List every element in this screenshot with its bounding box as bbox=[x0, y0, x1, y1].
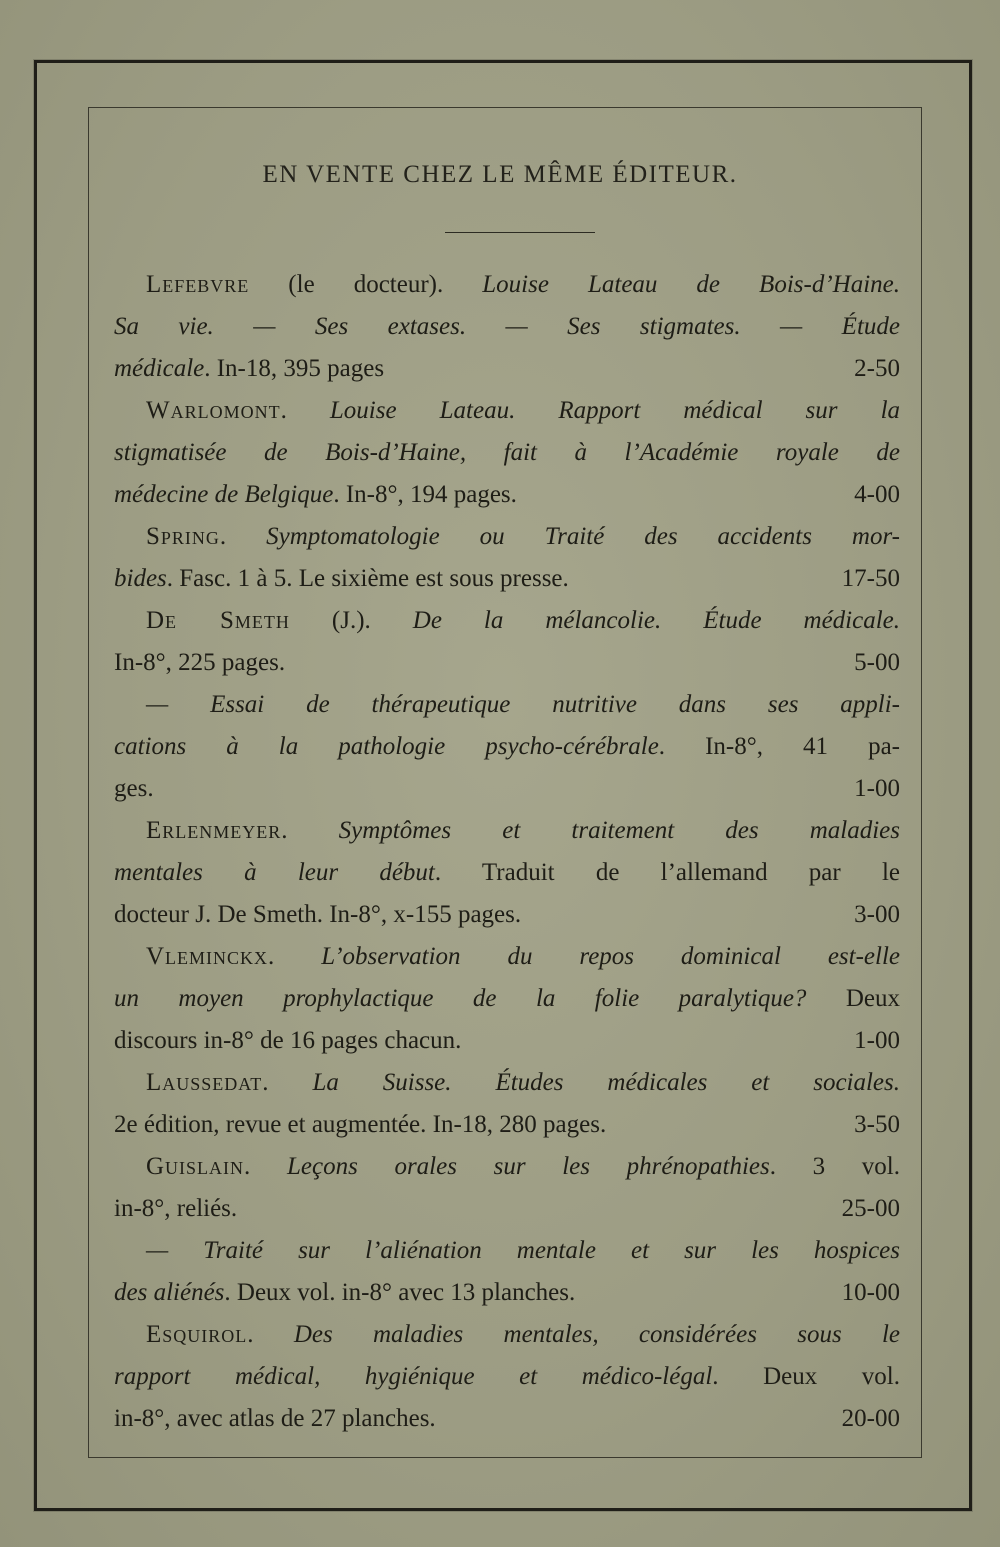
price: 1-00 bbox=[854, 775, 900, 802]
book-title: Symptômes et traitement des maladies bbox=[338, 817, 901, 844]
list-item: Guislain. Leçons orales sur les phrénopathies. 3 vol. in-8°, reliés. 25-00 bbox=[114, 1146, 900, 1230]
price: 2-50 bbox=[854, 355, 900, 382]
list-item: Warlomont. Louise Lateau. Rapport médical sur la stigmatisée de Bois-d’Haine, fait à l’Académie royale de médecine de Belgique. In-8°, 194 pages. 4-00 bbox=[114, 390, 900, 516]
page-title: EN VENTE CHEZ LE MÊME ÉDITEUR. bbox=[262, 161, 738, 188]
author-name: De Smeth bbox=[146, 607, 290, 634]
list-item: Erlenmeyer. Symptômes et traitement des maladies mentales à leur début. Traduit de l’allemand par le docteur J. De Smeth. In-8°, x-155 pages. 3-00 bbox=[114, 810, 900, 936]
book-title: De la mélancolie. Étude médicale. bbox=[412, 607, 901, 634]
price: 25-00 bbox=[841, 1195, 900, 1222]
book-title: Des maladies mentales, considérées sous le bbox=[293, 1321, 900, 1348]
author-name: Laussedat bbox=[146, 1069, 263, 1096]
book-title: Louise Lateau. Rapport médical sur la bbox=[329, 397, 901, 424]
book-title: Louise Lateau de Bois-d’Haine. bbox=[482, 271, 900, 298]
author-name: Warlomont bbox=[146, 397, 281, 424]
price: 3-00 bbox=[854, 901, 900, 928]
list-item: Laussedat. La Suisse. Études médicales et sociales. 2e édition, revue et augmentée. In-18, 280 pages. 3-50 bbox=[114, 1062, 900, 1146]
author-name: Guislain bbox=[146, 1153, 245, 1180]
list-item: Vleminckx. L’observation du repos dominical est-elle un moyen prophylactique de la folie paralytique? Deux discours in-8° de 16 pages chacun. 1-00 bbox=[114, 936, 900, 1062]
price: 3-50 bbox=[854, 1111, 900, 1138]
price: 17-50 bbox=[841, 565, 900, 592]
book-list bbox=[114, 264, 900, 1440]
list-item: Spring. Symptomatologie ou Traité des accidents mor- bides. Fasc. 1 à 5. Le sixième est sous presse. 17-50 bbox=[114, 516, 900, 600]
author-name: Esquirol bbox=[146, 1321, 248, 1348]
author-name: Erlenmeyer bbox=[146, 817, 282, 844]
price: 10-00 bbox=[841, 1279, 900, 1306]
book-title: — Essai de thérapeutique nutritive dans ses appli- bbox=[146, 691, 900, 718]
book-title: La Suisse. Études médicales et sociales. bbox=[312, 1069, 901, 1096]
author-name: Vleminckx bbox=[146, 943, 269, 970]
list-item: Esquirol. Des maladies mentales, considérées sous le rapport médical, hygiénique et médico-légal. Deux vol. in-8°, avec atlas de 27 planches. 20-00 bbox=[114, 1314, 900, 1440]
list-item: — Traité sur l’aliénation mentale et sur les hospices des aliénés. Deux vol. in-8° avec 13 planches. 10-00 bbox=[114, 1230, 900, 1314]
author-name: Lefebvre bbox=[146, 271, 250, 298]
title-rule bbox=[445, 232, 595, 233]
book-title: L’observation du repos dominical est-elle bbox=[321, 943, 901, 970]
price: 5-00 bbox=[854, 649, 900, 676]
list-item: De Smeth (J.). De la mélancolie. Étude médicale. In-8°, 225 pages. 5-00 bbox=[114, 600, 900, 684]
price: 1-00 bbox=[854, 1027, 900, 1054]
book-title: — Traité sur l’aliénation mentale et sur les hospices bbox=[146, 1237, 900, 1264]
price: 20-00 bbox=[841, 1405, 900, 1432]
list-item: — Essai de thérapeutique nutritive dans ses appli- cations à la pathologie psycho-cérébrale. In-8°, 41 pa- ges. 1-00 bbox=[114, 684, 900, 810]
price: 4-00 bbox=[854, 481, 900, 508]
book-title: Leçons orales sur les phrénopathies bbox=[286, 1153, 770, 1180]
list-item: Lefebvre (le docteur). Louise Lateau de Bois-d’Haine. Sa vie. — Ses extases. — Ses stigmates. — Étude médicale. In-18, 395 pages 2-50 bbox=[114, 264, 900, 390]
book-title: Symptomatologie ou Traité des accidents mor- bbox=[266, 523, 901, 550]
author-name: Spring bbox=[146, 523, 220, 550]
